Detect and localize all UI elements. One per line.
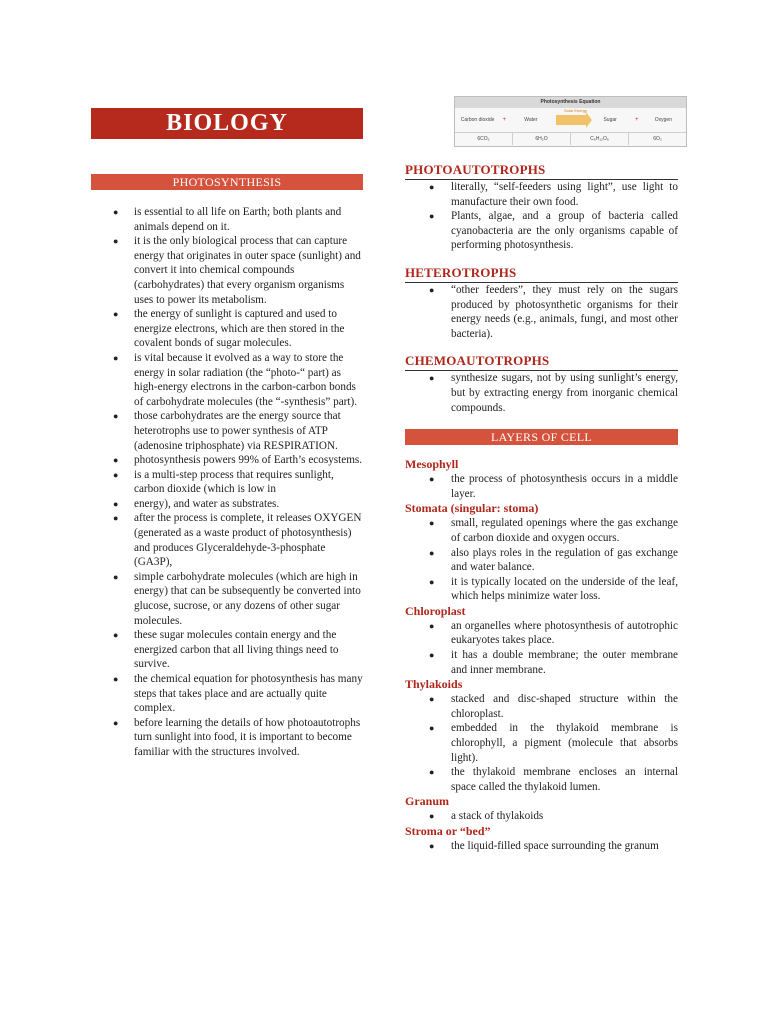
- sugar-label: Sugar: [603, 117, 617, 123]
- layers-of-cell-heading: LAYERS OF CELL: [405, 429, 678, 445]
- list-item: ● is vital because it evolved as a way to store the energy in solar radiation (the “photo-“ part) as high-energy electrons in the carbon-carbon bonds of carbohydrate molecules (the “-synthesis” part).: [91, 351, 363, 409]
- list-item: ● these sugar molecules contain energy and the energized carbon that all living things need to survive.: [91, 628, 363, 672]
- thylakoids-list: [405, 692, 678, 794]
- carbon-dioxide-label: Carbon dioxide: [460, 117, 495, 123]
- stroma-list: [405, 839, 678, 854]
- formula-sugar: C₆H₁₂O₆: [571, 133, 629, 145]
- list-item: ● the energy of sunlight is captured and used to energize electrons, which are then stored in the covalent bonds of sugar molecules.: [91, 307, 363, 351]
- list-item: ● synthesize sugars, not by using sunlight’s energy, but by extracting energy from inorganic chemical compounds.: [405, 371, 678, 415]
- photosynthesis-list: [91, 205, 363, 760]
- plus-sign: +: [634, 117, 639, 123]
- oxygen-label: Oxygen: [654, 117, 672, 123]
- term-mesophyll: Mesophyll: [405, 457, 459, 472]
- photosynthesis-heading: PHOTOSYNTHESIS: [91, 174, 363, 190]
- formula-o2: 6O₂: [653, 136, 662, 142]
- plus-sign: +: [502, 117, 506, 123]
- list-item: ● those carbohydrates are the energy source that heterotrophs use to power synthesis of ATP (adenosine triphosphate) via RESPIRATION.: [91, 409, 363, 453]
- term-stroma: Stroma or “bed”: [405, 824, 491, 838]
- mesophyll-list: [405, 472, 678, 501]
- equation-title: Photosynthesis Equation: [455, 97, 686, 108]
- list-item: ● after the process is complete, it releases OXYGEN (generated as a waste product of photosynthesis) and produces Glyceraldehyde-3-phosphate (GA3P),: [91, 511, 363, 569]
- list-item: ● “other feeders”, they must rely on the sugars produced by photosynthetic organisms for their energy needs (e.g., animals, fungi, and most other bacteria).: [405, 283, 678, 341]
- list-item: ● it is typically located on the underside of the leaf, which helps minimize water loss.: [405, 575, 678, 604]
- list-item: ● energy), and water as substrates.: [91, 497, 363, 512]
- list-item: ● literally, “self-feeders using light”, use light to manufacture their own food.: [405, 180, 678, 209]
- chemoautotrophs-list: [405, 371, 678, 415]
- list-item: ● is essential to all life on Earth; both plants and animals depend on it.: [91, 205, 363, 234]
- left-column: [91, 108, 363, 760]
- formula-h2o: 6H₂O: [513, 133, 571, 145]
- page-title: BIOLOGY: [91, 108, 363, 139]
- photoautotrophs-list: [405, 180, 678, 253]
- list-item: ● an organelles where photosynthesis of autotrophic eukaryotes takes place.: [405, 619, 678, 648]
- arrow-label: Solar Energy: [563, 108, 588, 113]
- term-granum: Granum: [405, 794, 450, 809]
- heterotrophs-list: [405, 283, 678, 341]
- list-item: ● the chemical equation for photosynthesis has many steps that takes place and are actually quite complex.: [91, 672, 363, 716]
- chloroplast-list: [405, 619, 678, 677]
- chemoautotrophs-heading: CHEMOAUTOTROPHS: [405, 353, 678, 371]
- formula-co2: 6CO₂: [455, 133, 513, 145]
- list-item: ● it has a double membrane; the outer membrane and inner membrane.: [405, 648, 678, 677]
- stomata-list: [405, 516, 678, 604]
- list-item: ● the thylakoid membrane encloses an internal space called the thylakoid lumen.: [405, 765, 678, 794]
- list-item: ● embedded in the thylakoid membrane is chlorophyll, a pigment (molecule that absorbs light).: [405, 721, 678, 765]
- heterotrophs-heading: HETEROTROPHS: [405, 265, 678, 283]
- term-chloroplast: Chloroplast: [405, 603, 466, 618]
- list-item: ● before learning the details of how photoautotrophs turn sunlight into food, it is important to become familiar with the structures involved.: [91, 716, 363, 760]
- photoautotrophs-heading: PHOTOAUTOTROPHS: [405, 162, 678, 180]
- list-item: ● is a multi-step process that requires sunlight, carbon dioxide (which is low in: [91, 468, 363, 497]
- term-stomata: Stomata (singular: stoma): [405, 501, 539, 516]
- list-item: ● the process of photosynthesis occurs in a middle layer.: [405, 472, 678, 501]
- list-item: ● it is the only biological process that can capture energy that originates in outer space (sunlight) and convert it into chemical compounds (carbohydrates) that every organism organisms uses to power its metabolism.: [91, 234, 363, 307]
- water-label: Water: [524, 117, 538, 123]
- list-item: ● a stack of thylakoids: [405, 809, 678, 824]
- list-item: ● small, regulated openings where the gas exchange of carbon dioxide and oxygen occurs.: [405, 516, 678, 545]
- list-item: ● Plants, algae, and a group of bacteria called cyanobacteria are the only organisms capable of performing photosynthesis.: [405, 209, 678, 253]
- list-item: ● also plays roles in the regulation of gas exchange and water balance.: [405, 546, 678, 575]
- list-item: ● photosynthesis powers 99% of Earth’s ecosystems.: [91, 453, 363, 468]
- list-item: ● the liquid-filled space surrounding the granum: [405, 839, 678, 854]
- term-thylakoids: Thylakoids: [405, 677, 463, 692]
- list-item: ● stacked and disc-shaped structure within the chloroplast.: [405, 692, 678, 721]
- granum-list: [405, 809, 678, 824]
- list-item: ● simple carbohydrate molecules (which are high in energy) that can be subsequently be converted into glucose, sucrose, or any dozens of other sugar molecules.: [91, 570, 363, 628]
- right-column: [405, 95, 678, 854]
